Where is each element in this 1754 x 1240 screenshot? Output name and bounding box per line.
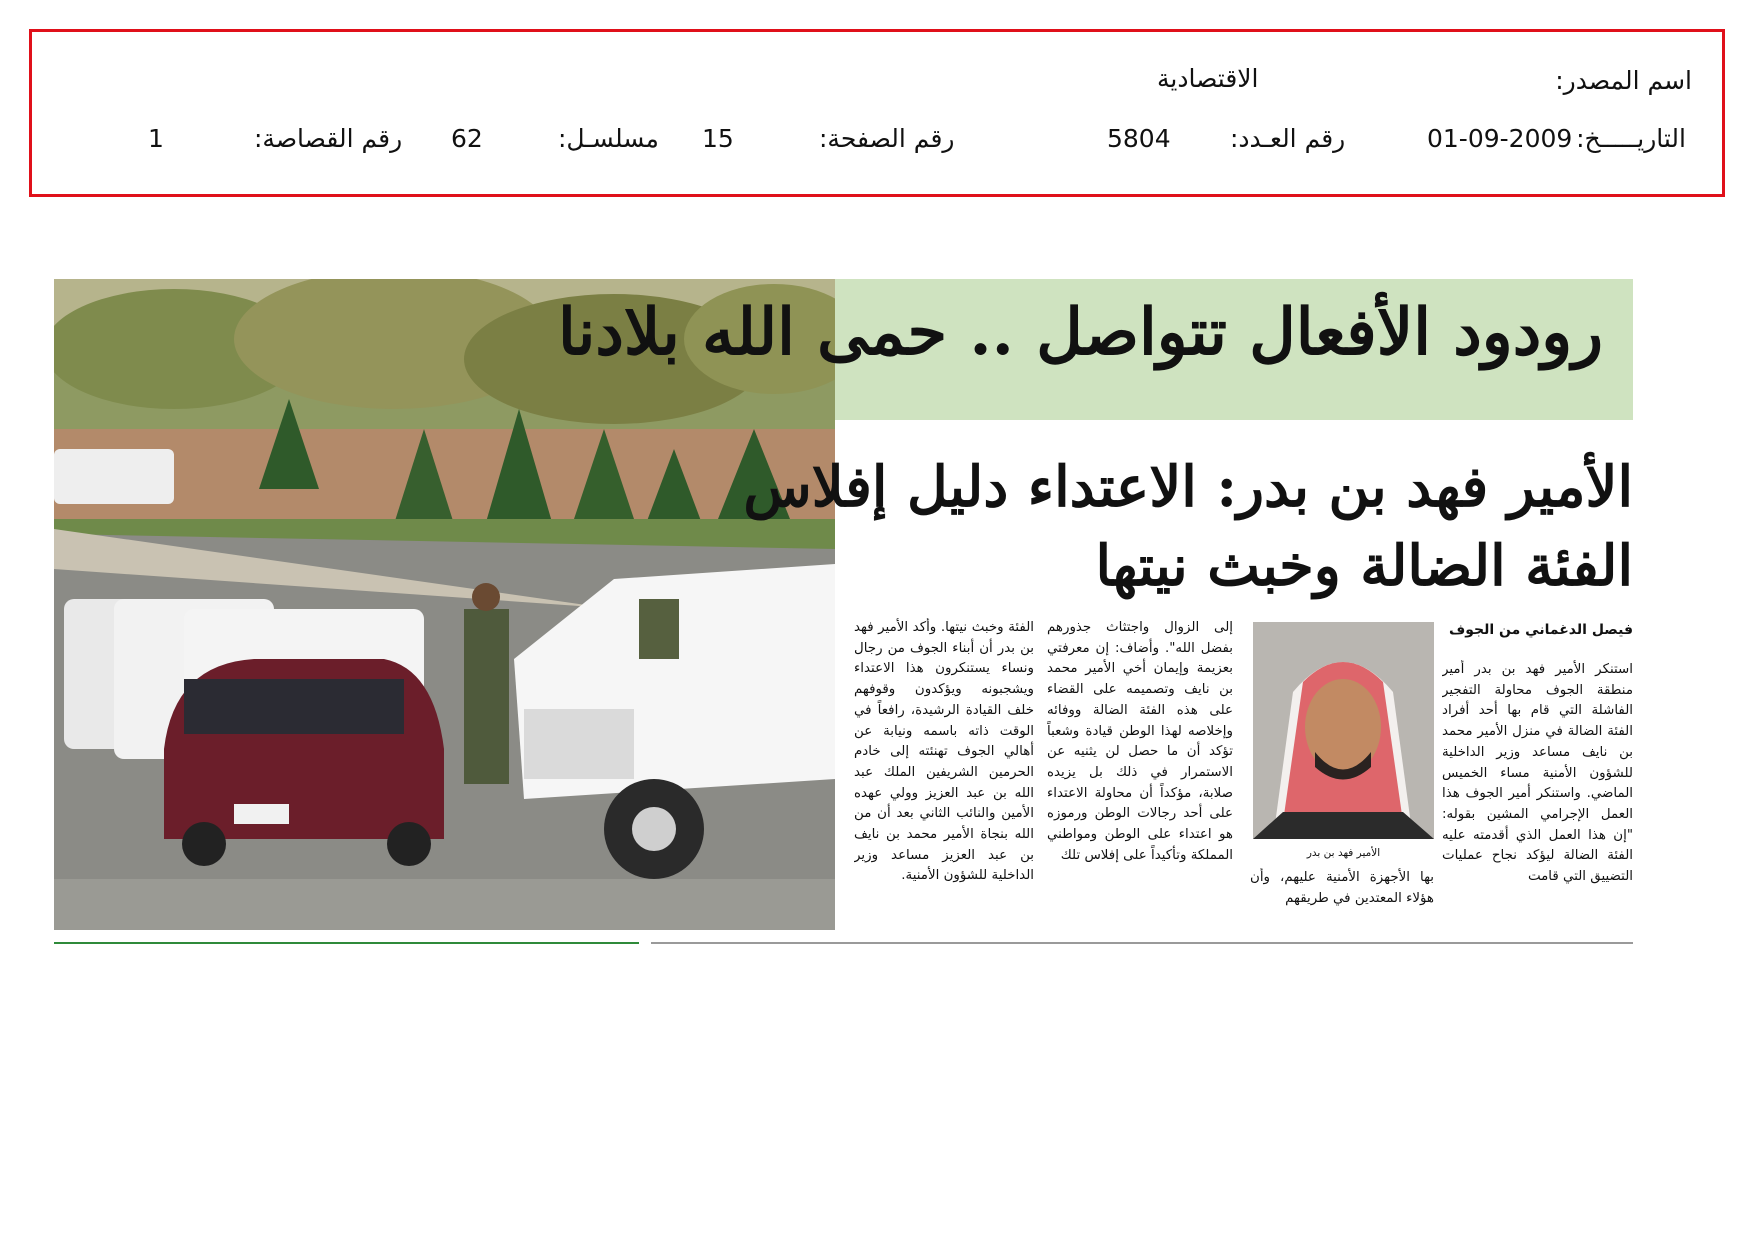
subtitle-line-2: الفئة الضالة وخبث نيتها bbox=[1095, 533, 1633, 599]
clipping-metadata-box bbox=[29, 29, 1725, 197]
checkpoint-photo-illustration bbox=[54, 279, 835, 930]
source-value: الاقتصادية bbox=[1157, 64, 1259, 93]
byline: فيصل الدغماني من الجوف bbox=[1448, 622, 1633, 638]
date-value: 01-09-2009 bbox=[1427, 124, 1573, 153]
issue-value: 5804 bbox=[1107, 124, 1171, 153]
issue-label: رقم العـدد: bbox=[1230, 124, 1346, 153]
article-column-1: استنكر الأمير فهد بن بدر أمير منطقة الجوف محاولة التفجير الفاشلة التي قام بها أحد أفراد الفئة الضالة في منزل الأمير محمد بن نايف مساعد وزير الداخلية للشؤون الأمنية مساء الخميس الماضي. واستنكر أمير الجوف هذا العمل الإجرامي المشين بقوله: "إن هذا العمل الذي أقدمته عليه الفئة الضالة ليؤكد نجاح عمليات التضييق التي قامت bbox=[1442, 662, 1633, 885]
article-column-3: الفئة وخبث نيتها. وأكد الأمير فهد بن بدر أن أبناء الجوف من رجال ونساء يستنكرون هذا الاعتداء ويشجبونه ويؤكدون وقوفهم خلف القيادة الرشيدة، رافعاً في الوقت ذاته باسمه ونيابة عن أهالي الجوف تهنئته إلى خادم الحرمين الشريفين الملك عبد الله بن عبد العزيز وولي عهده الأمين والنائب الثاني بعد أن من الله بنجاة الأمير محمد بن نايف بن عبد العزيز مساعد وزير الداخلية للشؤون الأمنية. bbox=[854, 620, 1034, 884]
checkpoint-photo bbox=[54, 279, 835, 930]
page-label: رقم الصفحة: bbox=[819, 124, 955, 153]
date-label: التاريـــــخ: bbox=[1576, 124, 1686, 153]
page-value: 15 bbox=[702, 124, 734, 153]
article-column-2: إلى الزوال واجتثاث جذورهم بفضل الله". وأضاف: إن معرفتي بعزيمة وإيمان أخي الأمير محمد بن نايف وتصميمه على القضاء على هذه الفئة الضالة ووفائه وإخلاصه لهذا الوطن قيادة وشعباً تؤكد أن ما حصل لن يثنيه عن الاستمرار في ذلك بل يزيده صلابة، مؤكداً أن محاولة الاعتداء على أحد رجالات الوطن ورموزه هو اعتداء على الوطن ومواطني المملكة وتأكيداً على إفلاس تلك bbox=[1047, 620, 1233, 863]
portrait-caption: الأمير فهد بن بدر bbox=[1306, 847, 1381, 859]
portrait-illustration bbox=[1253, 622, 1434, 839]
source-label: اسم المصدر: bbox=[1555, 66, 1692, 95]
portrait-photo bbox=[1253, 622, 1434, 839]
serial-value: 62 bbox=[451, 124, 483, 153]
article-column-1-tail: بها الأجهزة الأمنية عليهم، وأن هؤلاء المعتدين في طريقهم bbox=[1250, 870, 1434, 906]
bottom-rule-gray bbox=[651, 942, 1633, 944]
subtitle-line-1: الأمير فهد بن بدر: الاعتداء دليل إفلاس bbox=[743, 454, 1633, 520]
bottom-rule-green bbox=[54, 942, 639, 944]
serial-label: مسلسـل: bbox=[558, 124, 659, 153]
headline-banner bbox=[558, 279, 1633, 420]
banner-title: رودود الأفعال تتواصل .. حمى الله بلادنا bbox=[558, 295, 1603, 370]
clip-value: 1 bbox=[148, 124, 164, 153]
clip-label: رقم القصاصة: bbox=[254, 124, 403, 153]
